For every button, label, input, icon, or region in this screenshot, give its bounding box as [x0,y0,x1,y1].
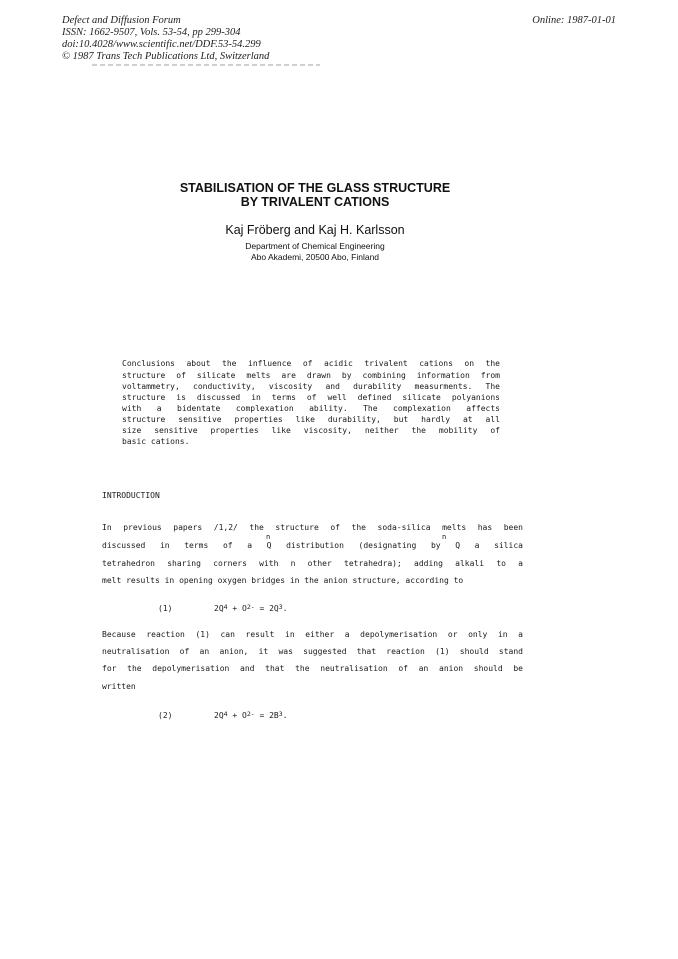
body-line: written [102,682,136,691]
abstract-line: voltammetry, conductivity, viscosity and durability measurments. The [122,382,500,391]
eq-term: 2Q [214,604,224,613]
superscript-n: n [442,533,447,541]
eq-superscript: 4 [223,603,228,611]
equation-expression [214,604,288,613]
affiliation-line-2: Abo Akademi, 20500 Abo, Finland [250,252,380,262]
copyright-line: © 1987 Trans Tech Publications Ltd, Switzerland [62,51,270,62]
section-heading-introduction: INTRODUCTION [102,491,160,500]
eq-term: = 2Q [254,604,279,613]
eq-term: . [282,711,288,720]
body-line: tetrahedron sharing corners with n other tetrahedra); adding alkali to a [102,559,523,568]
body-line: In previous papers /1,2/ the structure of the soda-silica melts has been [102,523,523,532]
eq-term: . [282,604,288,613]
eq-superscript: 2- [246,710,255,718]
eq-term: + O [227,604,247,613]
affiliation-line-1: Department of Chemical Engineering [245,241,385,251]
body-line: melt results in opening oxygen bridges in the anion structure, according to [102,576,464,585]
abstract-line: structure sensitive properties like durability, but hardly at all [122,415,500,424]
eq-term: 2Q [214,711,224,720]
paper-title [150,181,480,209]
eq-superscript: 3 [278,603,283,611]
body-line: neutralisation of an anion, it was suggested that reaction (1) should stand [102,647,523,656]
abstract-line: basic cations. [122,437,190,446]
authors: Kaj Fröberg and Kaj H. Karlsson [225,223,405,237]
title-line-2: BY TRIVALENT CATIONS [240,195,390,209]
abstract-line: size sensitive properties like viscosity, neither the mobility of [122,426,500,435]
journal-name: Defect and Diffusion Forum [62,15,181,26]
abstract-line: structure of silicate melts are drawn by combining information from [122,371,500,380]
equation-number: (1) [158,604,173,613]
doi-line: doi:10.4028/www.scientific.net/DDF.53-54.299 [62,39,261,50]
eq-term: = 2B [254,711,279,720]
body-line: Because reaction (1) can result in either a depolymerisation or only in a [102,630,523,639]
abstract-line: structure is discussed in terms of well defined silicate polyanions [122,393,500,402]
eq-term: + O [227,711,247,720]
body-line: for the depolymerisation and that the neutralisation of an anion should be [102,664,523,673]
affiliation [150,241,480,263]
title-line-1: STABILISATION OF THE GLASS STRUCTURE [179,181,451,195]
body-line: discussed in terms of a Q distribution (designating by Q a silica [102,541,523,550]
journal-header [62,15,269,63]
issn-line: ISSN: 1662-9507, Vols. 53-54, pp 299-304 [62,27,241,38]
scan-artifact [92,64,320,66]
eq-superscript: 2- [246,603,255,611]
eq-superscript: 3 [278,710,283,718]
equation-number: (2) [158,711,173,720]
abstract-line: with a bidentate complexation ability. The complexation affects [122,404,500,413]
equation-expression [214,711,288,720]
online-date: Online: 1987-01-01 [532,15,616,26]
eq-superscript: 4 [223,710,228,718]
superscript-n: n [266,533,271,541]
abstract-line: Conclusions about the influence of acidic trivalent cations on the [122,359,500,368]
